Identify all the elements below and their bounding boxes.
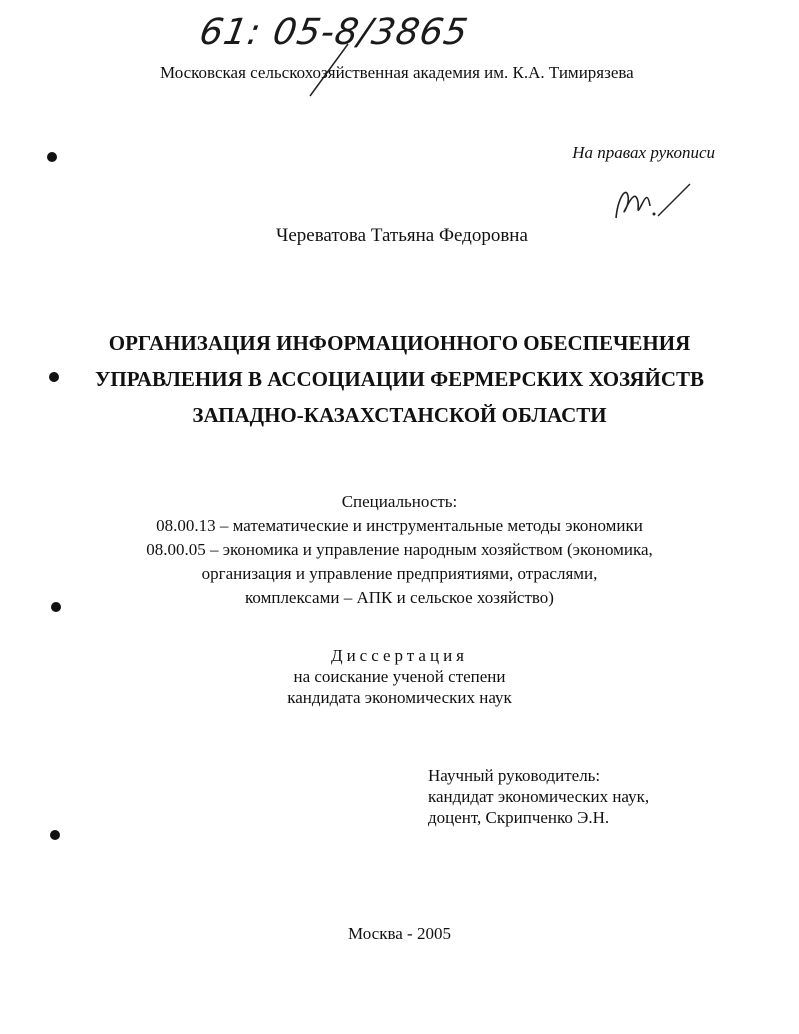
dissertation-block [0, 645, 799, 708]
supervisor-line: кандидат экономических наук, [428, 787, 650, 806]
supervisor-line: Научный руководитель: [428, 766, 601, 785]
institution-name: Московская сельскохозяйственная академия им. К.А. Тимирязева [160, 63, 634, 82]
specialty-line: комплексами – АПК и сельское хозяйство) [245, 588, 554, 607]
specialty-line: 08.00.13 – математические и инструментальные методы экономики [156, 516, 643, 535]
dissertation-line: кандидата экономических наук [287, 688, 512, 707]
archive-code-handwriting: 61: 05-8/3865 [196, 12, 472, 53]
binding-hole-mark [47, 152, 57, 162]
binding-hole-mark [50, 830, 60, 840]
dissertation-line: на соискание ученой степени [293, 667, 506, 686]
supervisor-block [428, 765, 649, 828]
signature [606, 178, 696, 233]
author-name: Череватова Татьяна Федоровна [276, 225, 528, 246]
title-line: ЗАПАДНО-КАЗАХСТАНСКОЙ ОБЛАСТИ [192, 403, 607, 427]
dissertation-title [0, 325, 799, 433]
title-line: ОРГАНИЗАЦИЯ ИНФОРМАЦИОННОГО ОБЕСПЕЧЕНИЯ [108, 331, 691, 355]
specialty-line: 08.00.05 – экономика и управление народным хозяйством (экономика, [146, 540, 653, 559]
manuscript-rights-note: На правах рукописи [572, 143, 715, 162]
specialty-line: организация и управление предприятиями, отраслями, [201, 564, 598, 583]
specialty-block [0, 490, 799, 610]
dissertation-heading: Диссертация [330, 646, 468, 665]
binding-hole-mark [51, 602, 61, 612]
binding-hole-mark [49, 372, 59, 382]
city-year: Москва - 2005 [348, 924, 451, 943]
supervisor-line: доцент, Скрипченко Э.Н. [428, 808, 610, 827]
title-line: УПРАВЛЕНИЯ В АССОЦИАЦИИ ФЕРМЕРСКИХ ХОЗЯЙСТВ [94, 367, 705, 391]
specialty-heading: Специальность: [341, 492, 458, 511]
